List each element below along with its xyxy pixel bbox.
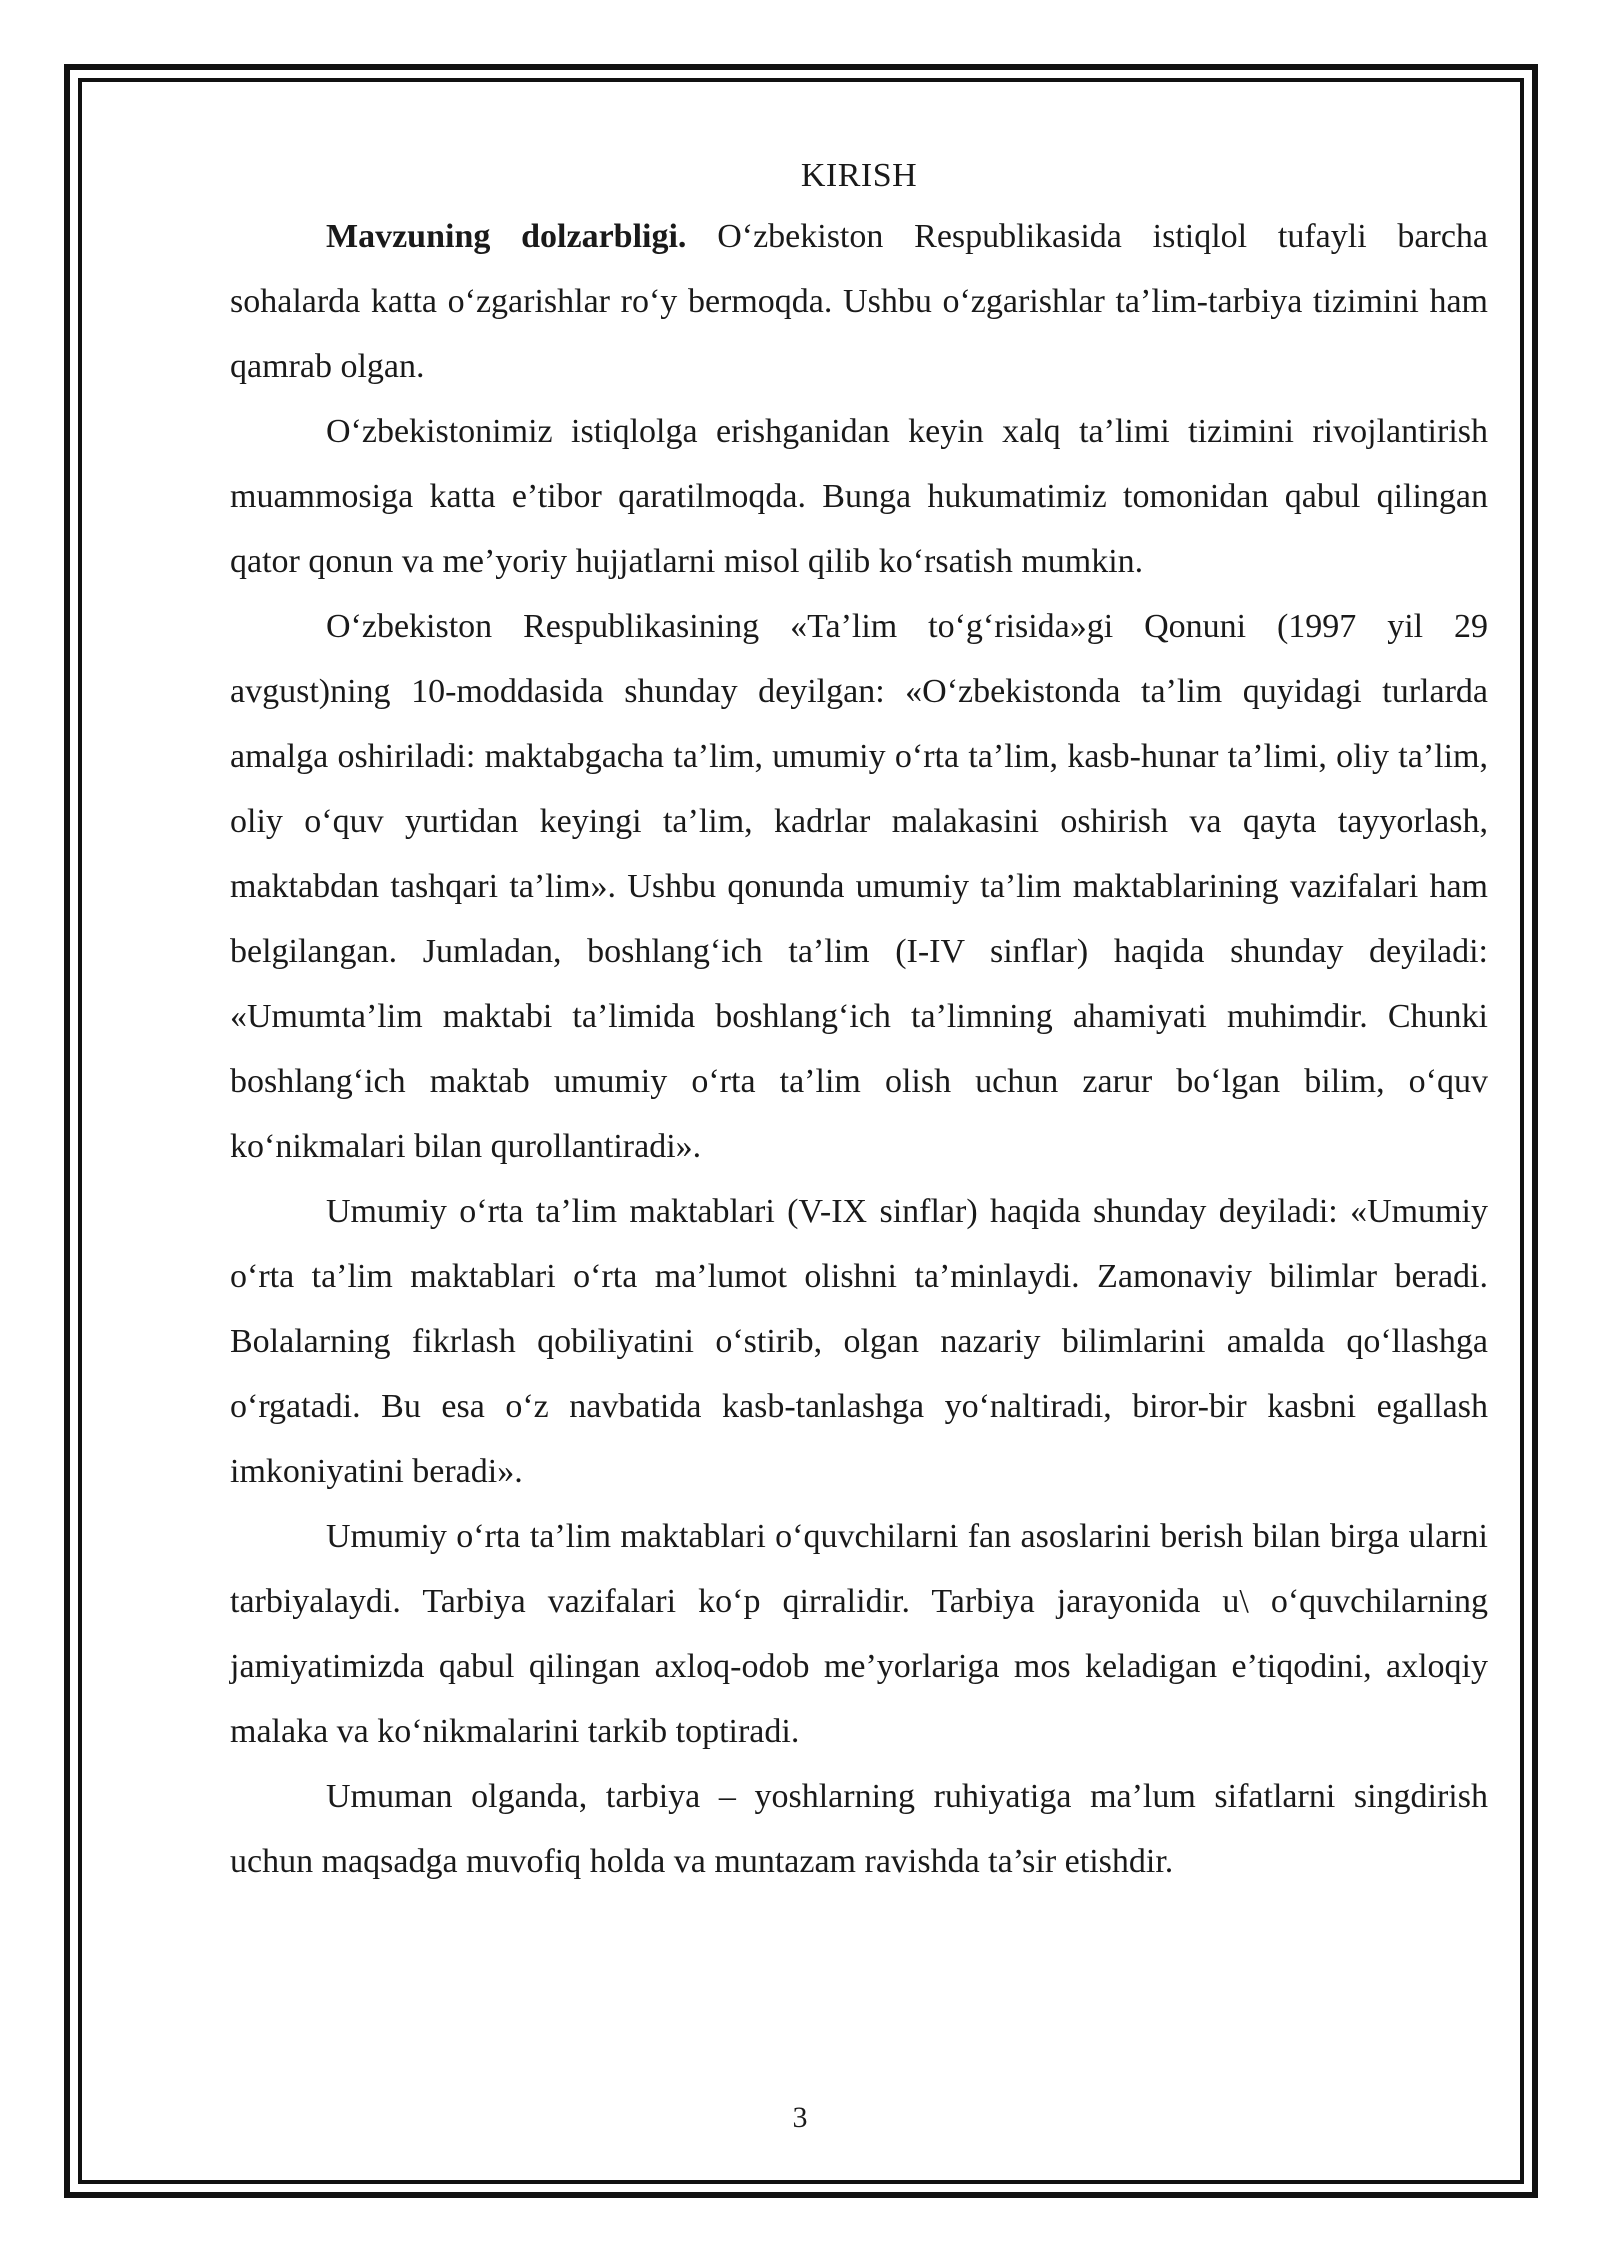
paragraph-text: O‘zbekiston Respublikasida istiqlol tufayli barcha sohalarda katta o‘zgarishlar ro‘y bermoqda. Ushbu o‘zgarishlar ta’lim-tarbiya tizimini ham qamrab olgan.	[230, 218, 1489, 385]
paragraph-2: O‘zbekistonimiz istiqlolga erishganidan keyin xalq ta’limi tizimini rivojlantirish muammosiga katta e’tibor qaratilmoqda. Bunga hukumatimiz tomonidan qabul qilingan qator qonun va me’yoriy hujjatlarni misol qilib ko‘rsatish mumkin.	[230, 413, 1488, 580]
paragraph-6: Umuman olganda, tarbiya – yoshlarning ruhiyatiga ma’lum sifatlarni singdirish uchun maqsadga muvofiq holda va muntazam ravishda ta’sir etishdir.	[230, 1778, 1488, 1880]
document-body	[230, 148, 1488, 1894]
paragraph-lead: Mavzuning dolzarbligi.	[326, 218, 687, 255]
paragraph-5: Umumiy o‘rta ta’lim maktablari o‘quvchilarni fan asoslarini berish bilan birga ularni tarbiyalaydi. Tarbiya vazifalari ko‘p qirralidir. Tarbiya jarayonida u\ o‘quvchilarning jamiyatimizda qabul qilingan axloq-odob me’yorlariga mos keladigan e’tiqodini, axloqiy malaka va ko‘nikmalarini tarkib toptiradi.	[230, 1518, 1488, 1750]
page-number: 3	[792, 2101, 808, 2134]
paragraph-4: Umumiy o‘rta ta’lim maktablari (V-IX sinflar) haqida shunday deyiladi: «Umumiy o‘rta ta’lim maktablari o‘rta ma’lumot olishni ta’minlaydi. Zamonaviy bilimlar beradi. Bolalarning fikrlash qobiliyatini o‘stirib, olgan nazariy bilimlarini amalda qo‘llashga o‘rgatadi. Bu esa o‘z navbatida kasb-tanlashga yo‘naltiradi, biror-bir kasbni egallash imkoniyatini beradi».	[230, 1193, 1488, 1490]
paragraph-3: O‘zbekiston Respublikasining «Ta’lim to‘g‘risida»gi Qonuni (1997 yil 29 avgust)ning 10-moddasida shunday deyilgan: «O‘zbekistonda ta’lim quyidagi turlarda amalga oshiriladi: maktabgacha ta’lim, umumiy o‘rta ta’lim, kasb-hunar ta’limi, oliy ta’lim, oliy o‘quv yurtidan keyingi ta’lim, kadrlar malakasini oshirish va qayta tayyorlash, maktabdan tashqari ta’lim». Ushbu qonunda umumiy ta’lim maktablarining vazifalari ham belgilangan. Jumladan, boshlang‘ich ta’lim (I-IV sinflar) haqida shunday deyiladi: «Umumta’lim maktabi ta’limida boshlang‘ich ta’limning ahamiyati muhimdir. Chunki boshlang‘ich maktab umumiy o‘rta ta’lim olish uchun zarur bo‘lgan bilim, o‘quv ko‘nikmalari bilan qurollantiradi».	[230, 608, 1488, 1165]
paragraph-1	[230, 204, 1488, 399]
section-heading: KIRISH	[800, 157, 918, 194]
